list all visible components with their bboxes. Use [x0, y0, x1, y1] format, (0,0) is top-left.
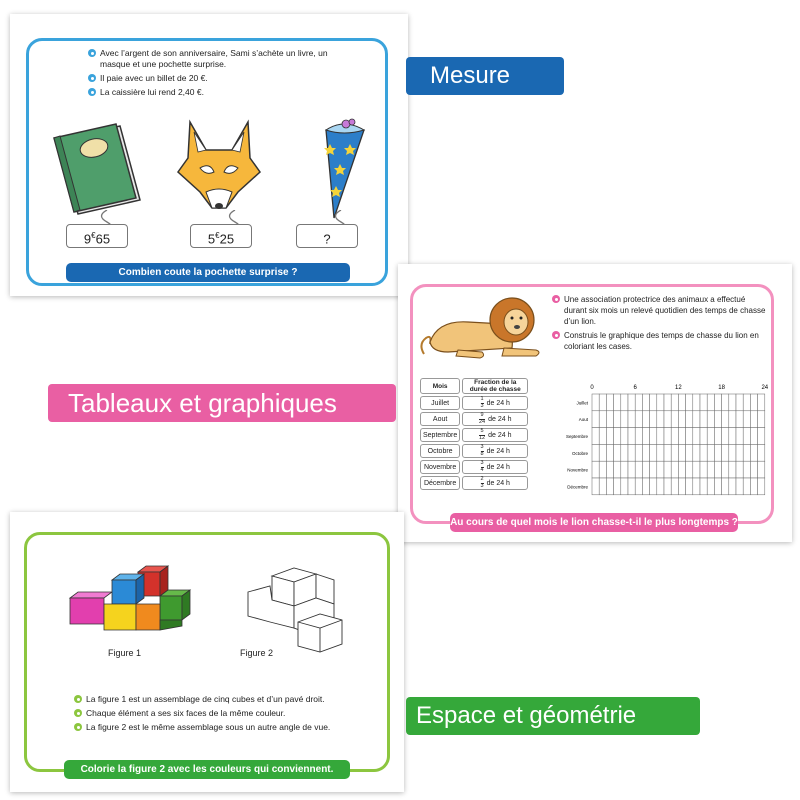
grid-cell[interactable] [657, 444, 664, 461]
bullet-icon [74, 695, 82, 703]
fraction-suffix: de 24 h [486, 463, 510, 471]
fraction-cell [462, 444, 528, 458]
grid-cell[interactable] [678, 478, 685, 495]
grid-cell[interactable] [729, 394, 736, 411]
lion-icon [418, 294, 548, 364]
bullet-icon [552, 331, 560, 339]
fraction-numerator: 3 [480, 444, 484, 450]
grid-cell[interactable] [736, 394, 743, 411]
grid-cell[interactable] [614, 428, 621, 445]
grid-cell[interactable] [693, 444, 700, 461]
grid-cell[interactable] [621, 461, 628, 478]
grid-cell[interactable] [758, 411, 765, 428]
grid-cell[interactable] [707, 461, 714, 478]
grid-cell[interactable] [671, 461, 678, 478]
grid-cell[interactable] [606, 411, 613, 428]
fraction-numerator: 3 [480, 460, 484, 466]
axis-tick-label: 24 [761, 385, 769, 391]
table-row [420, 428, 528, 442]
mesure-bullet-text: La caissière lui rend 2,40 €. [100, 87, 204, 97]
grid-cell[interactable] [621, 428, 628, 445]
grid-cell[interactable] [678, 461, 685, 478]
grid-cell[interactable] [657, 461, 664, 478]
mask-price-box [190, 224, 252, 248]
grid-cell[interactable] [614, 444, 621, 461]
grid-cell[interactable] [678, 411, 685, 428]
grid-cell[interactable] [642, 478, 649, 495]
grid-month-label: Octobre [571, 450, 588, 456]
book-price-box [66, 224, 128, 248]
grid-cell[interactable] [635, 461, 642, 478]
month-cell: Octobre [420, 444, 460, 458]
grid-cell[interactable] [606, 478, 613, 495]
fraction-denominator: 4 [480, 466, 484, 473]
pack-price-box [296, 224, 358, 248]
grid-cell[interactable] [635, 478, 642, 495]
grid-cell[interactable] [736, 444, 743, 461]
price-main: ? [323, 231, 331, 247]
grid-cell[interactable] [650, 461, 657, 478]
grid-cell[interactable] [621, 411, 628, 428]
grid-cell[interactable] [657, 394, 664, 411]
grid-cell[interactable] [743, 428, 750, 445]
grid-cell[interactable] [650, 394, 657, 411]
grid-cell[interactable] [700, 411, 707, 428]
figure2-caption: Figure 2 [240, 648, 274, 658]
fraction-suffix: de 24 h [486, 399, 510, 407]
mesure-tag: Mesure [406, 57, 564, 95]
grid-cell[interactable] [642, 394, 649, 411]
grid-cell[interactable] [729, 444, 736, 461]
grid-cell[interactable] [750, 394, 757, 411]
fraction [481, 477, 484, 489]
grid-cell[interactable] [736, 461, 743, 478]
grid-cell[interactable] [714, 428, 721, 445]
grid-cell[interactable] [614, 411, 621, 428]
grid-cell[interactable] [592, 411, 599, 428]
grid-cell[interactable] [671, 478, 678, 495]
grid-cell[interactable] [657, 411, 664, 428]
fraction-denominator: 3 [480, 402, 484, 409]
grid-cell[interactable] [707, 411, 714, 428]
axis-tick-label: 18 [718, 385, 725, 391]
fraction-cell [462, 412, 528, 426]
book-icon [48, 118, 148, 218]
espace-bullet [74, 694, 374, 705]
espace-bullet-text: La figure 1 est un assemblage de cinq cubes et d’un pavé droit. [86, 694, 325, 704]
grid-cell[interactable] [714, 411, 721, 428]
grid-cell[interactable] [599, 461, 606, 478]
grid-cell[interactable] [592, 461, 599, 478]
grid-cell[interactable] [693, 411, 700, 428]
fraction-numerator: 5 [480, 428, 484, 434]
grid-cell[interactable] [642, 444, 649, 461]
month-cell: Décembre [420, 476, 460, 490]
grid-cell[interactable] [758, 478, 765, 495]
grid-cell[interactable] [650, 478, 657, 495]
price-currency: € [91, 231, 96, 240]
axis-tick-label: 12 [675, 385, 682, 391]
grid-cell[interactable] [707, 428, 714, 445]
figure1-cubes-illustration [64, 562, 194, 642]
grid-cell[interactable] [722, 444, 729, 461]
grid-cell[interactable] [707, 478, 714, 495]
bullet-icon [74, 709, 82, 717]
grid-cell[interactable] [628, 428, 635, 445]
fraction-cell [462, 428, 528, 442]
tableaux-bullet [552, 330, 766, 352]
table-row [420, 444, 528, 458]
grid-cell[interactable] [743, 461, 750, 478]
mesure-bullet [88, 87, 348, 98]
espace-card [10, 512, 404, 792]
grid-cell[interactable] [693, 394, 700, 411]
grid-cell[interactable] [621, 394, 628, 411]
price-cents: 65 [95, 231, 111, 247]
axis-tick-label: 0 [590, 385, 594, 391]
grid-cell[interactable] [606, 394, 613, 411]
table-header: Fraction de la durée de chasse [462, 378, 528, 394]
grid-cell[interactable] [686, 478, 693, 495]
grid-cell[interactable] [635, 428, 642, 445]
grid-cell[interactable] [592, 428, 599, 445]
grid-cell[interactable] [678, 444, 685, 461]
fraction-numerator: 9 [480, 412, 484, 418]
fraction-cell [462, 396, 528, 410]
grid-cell[interactable] [750, 428, 757, 445]
grid-cell[interactable] [686, 461, 693, 478]
espace-bullet [74, 708, 374, 719]
grid-cell[interactable] [599, 444, 606, 461]
grid-cell[interactable] [664, 461, 671, 478]
grid-cell[interactable] [664, 444, 671, 461]
price-main: 5 [207, 231, 216, 247]
grid-cell[interactable] [650, 444, 657, 461]
mesure-question: Combien coute la pochette surprise ? [66, 263, 350, 282]
grid-cell[interactable] [678, 428, 685, 445]
grid-cell[interactable] [664, 478, 671, 495]
price-cents: 25 [219, 231, 235, 247]
grid-cell[interactable] [650, 411, 657, 428]
tableaux-bullet-list [552, 294, 766, 355]
bullet-icon [88, 49, 96, 57]
grid-cell[interactable] [628, 461, 635, 478]
grid-cell[interactable] [635, 444, 642, 461]
grid-cell[interactable] [628, 394, 635, 411]
bullet-icon [552, 295, 560, 303]
bullet-icon [88, 88, 96, 96]
grid-cell[interactable] [664, 411, 671, 428]
table-row [420, 460, 528, 474]
grid-cell[interactable] [714, 444, 721, 461]
fraction [481, 445, 484, 457]
fraction-numerator: 1 [480, 396, 484, 402]
tableaux-bullet-text: Construis le graphique des temps de chasse du lion en coloriant les cases. [564, 331, 759, 351]
grid-month-label: Décembre [567, 484, 588, 490]
figure2-cubes-illustration [242, 558, 352, 658]
fraction-denominator: 3 [480, 482, 484, 489]
grid-cell[interactable] [686, 411, 693, 428]
grid-cell[interactable] [743, 394, 750, 411]
fraction-denominator: 12 [479, 434, 486, 441]
grid-cell[interactable] [635, 394, 642, 411]
grid-cell[interactable] [606, 461, 613, 478]
bullet-icon [88, 74, 96, 82]
grid-cell[interactable] [642, 428, 649, 445]
grid-cell[interactable] [743, 411, 750, 428]
grid-cell[interactable] [700, 428, 707, 445]
grid-cell[interactable] [758, 394, 765, 411]
grid-cell[interactable] [671, 428, 678, 445]
grid-cell[interactable] [664, 394, 671, 411]
grid-cell[interactable] [729, 478, 736, 495]
mesure-bullet-list [88, 48, 348, 101]
grid-month-label: Juillet [576, 400, 588, 406]
grid-month-label: Novembre [567, 467, 588, 473]
grid-cell[interactable] [678, 394, 685, 411]
fraction-numerator: 2 [480, 476, 484, 482]
grid-cell[interactable] [592, 478, 599, 495]
grid-cell[interactable] [621, 444, 628, 461]
figure1-caption: Figure 1 [108, 648, 142, 658]
fraction [481, 461, 484, 473]
month-cell: Novembre [420, 460, 460, 474]
grid-cell[interactable] [671, 444, 678, 461]
grid-cell[interactable] [693, 478, 700, 495]
grid-cell[interactable] [736, 411, 743, 428]
grid-cell[interactable] [714, 461, 721, 478]
grid-cell[interactable] [750, 444, 757, 461]
grid-cell[interactable] [700, 478, 707, 495]
price-currency: € [215, 231, 220, 240]
grid-cell[interactable] [750, 461, 757, 478]
espace-bullet [74, 722, 374, 733]
grid-cell[interactable] [628, 411, 635, 428]
grid-cell[interactable] [671, 394, 678, 411]
grid-cell[interactable] [714, 478, 721, 495]
tableaux-card [398, 264, 792, 542]
grid-cell[interactable] [599, 411, 606, 428]
grid-cell[interactable] [628, 478, 635, 495]
grid-cell[interactable] [700, 394, 707, 411]
grid-cell[interactable] [736, 428, 743, 445]
tableaux-tag: Tableaux et graphiques [48, 384, 396, 422]
grid-cell[interactable] [686, 394, 693, 411]
mesure-card [10, 14, 408, 296]
month-cell: Septembre [420, 428, 460, 442]
espace-question: Colorie la figure 2 avec les couleurs qui conviennent. [64, 760, 350, 779]
grid-cell[interactable] [750, 478, 757, 495]
hunt-table [418, 376, 530, 492]
grid-cell[interactable] [599, 428, 606, 445]
grid-cell[interactable] [729, 461, 736, 478]
grid-cell[interactable] [722, 461, 729, 478]
grid-cell[interactable] [614, 461, 621, 478]
grid-cell[interactable] [642, 461, 649, 478]
hunt-grid-area [548, 382, 774, 502]
fraction-suffix: de 24 h [486, 479, 510, 487]
grid-cell[interactable] [758, 461, 765, 478]
tableaux-bullet-text: Une association protectrice des animaux a effectué durant six mois un relevé quotidien des temps de chasse d’un lion. [564, 295, 766, 326]
grid-cell[interactable] [657, 478, 664, 495]
grid-cell[interactable] [722, 478, 729, 495]
fraction-suffix: de 24 h [488, 415, 512, 423]
grid-cell[interactable] [693, 428, 700, 445]
grid-cell[interactable] [707, 444, 714, 461]
grid-cell[interactable] [599, 478, 606, 495]
grid-cell[interactable] [657, 428, 664, 445]
bullet-icon [74, 723, 82, 731]
grid-cell[interactable] [599, 394, 606, 411]
grid-cell[interactable] [635, 411, 642, 428]
grid-cell[interactable] [736, 478, 743, 495]
table-row [420, 412, 528, 426]
grid-cell[interactable] [693, 461, 700, 478]
table-row [420, 476, 528, 490]
month-cell: Juillet [420, 396, 460, 410]
grid-cell[interactable] [606, 428, 613, 445]
espace-bullet-list [74, 694, 374, 736]
table-row [420, 396, 528, 410]
grid-cell[interactable] [714, 394, 721, 411]
grid-cell[interactable] [686, 444, 693, 461]
grid-cell[interactable] [722, 394, 729, 411]
grid-cell[interactable] [592, 394, 599, 411]
tableaux-bullet [552, 294, 766, 327]
mesure-bullet-text: Il paie avec un billet de 20 €. [100, 73, 208, 83]
fraction-denominator: 8 [480, 450, 484, 457]
grid-cell[interactable] [722, 411, 729, 428]
fraction-suffix: de 24 h [488, 431, 512, 439]
fraction-cell [462, 460, 528, 474]
grid-cell[interactable] [664, 428, 671, 445]
mesure-bullet [88, 48, 348, 70]
grid-cell[interactable] [750, 411, 757, 428]
grid-month-label: Aout [578, 417, 588, 423]
mesure-bullet [88, 73, 348, 84]
grid-cell[interactable] [642, 411, 649, 428]
grid-cell[interactable] [729, 428, 736, 445]
grid-cell[interactable] [758, 444, 765, 461]
grid-cell[interactable] [628, 444, 635, 461]
table-header: Mois [420, 378, 460, 394]
mask-icon [176, 118, 262, 214]
axis-tick-label: 6 [633, 385, 637, 391]
espace-bullet-text: Chaque élément a ses six faces de la même couleur. [86, 708, 286, 718]
espace-bullet-text: La figure 2 est le même assemblage sous un autre angle de vue. [86, 722, 331, 732]
grid-cell[interactable] [592, 444, 599, 461]
grid-cell[interactable] [614, 478, 621, 495]
grid-cell[interactable] [614, 394, 621, 411]
fraction-cell [462, 476, 528, 490]
fraction-suffix: de 24 h [486, 447, 510, 455]
grid-cell[interactable] [700, 444, 707, 461]
grid-cell[interactable] [743, 444, 750, 461]
grid-cell[interactable] [606, 444, 613, 461]
fraction [479, 429, 485, 441]
grid-cell[interactable] [621, 478, 628, 495]
grid-cell[interactable] [722, 428, 729, 445]
surprise-pack-icon [308, 114, 378, 224]
grid-month-label: Septembre [565, 434, 588, 439]
month-cell: Aout [420, 412, 460, 426]
grid-cell[interactable] [700, 461, 707, 478]
fraction [479, 413, 485, 425]
hunt-grid [548, 382, 774, 502]
espace-tag: Espace et géométrie [406, 697, 700, 735]
grid-cell[interactable] [743, 478, 750, 495]
grid-cell[interactable] [650, 428, 657, 445]
tableaux-question: Au cours de quel mois le lion chasse-t-il le plus longtemps ? [450, 513, 738, 532]
grid-cell[interactable] [729, 411, 736, 428]
mesure-bullet-text: Avec l’argent de son anniversaire, Sami s’achète un livre, un masque et une pochette surprise. [100, 48, 328, 69]
fraction [481, 397, 484, 409]
fraction-denominator: 24 [479, 418, 486, 425]
grid-cell[interactable] [758, 428, 765, 445]
price-main: 9 [83, 231, 92, 247]
grid-cell[interactable] [707, 394, 714, 411]
grid-cell[interactable] [686, 428, 693, 445]
grid-cell[interactable] [671, 411, 678, 428]
